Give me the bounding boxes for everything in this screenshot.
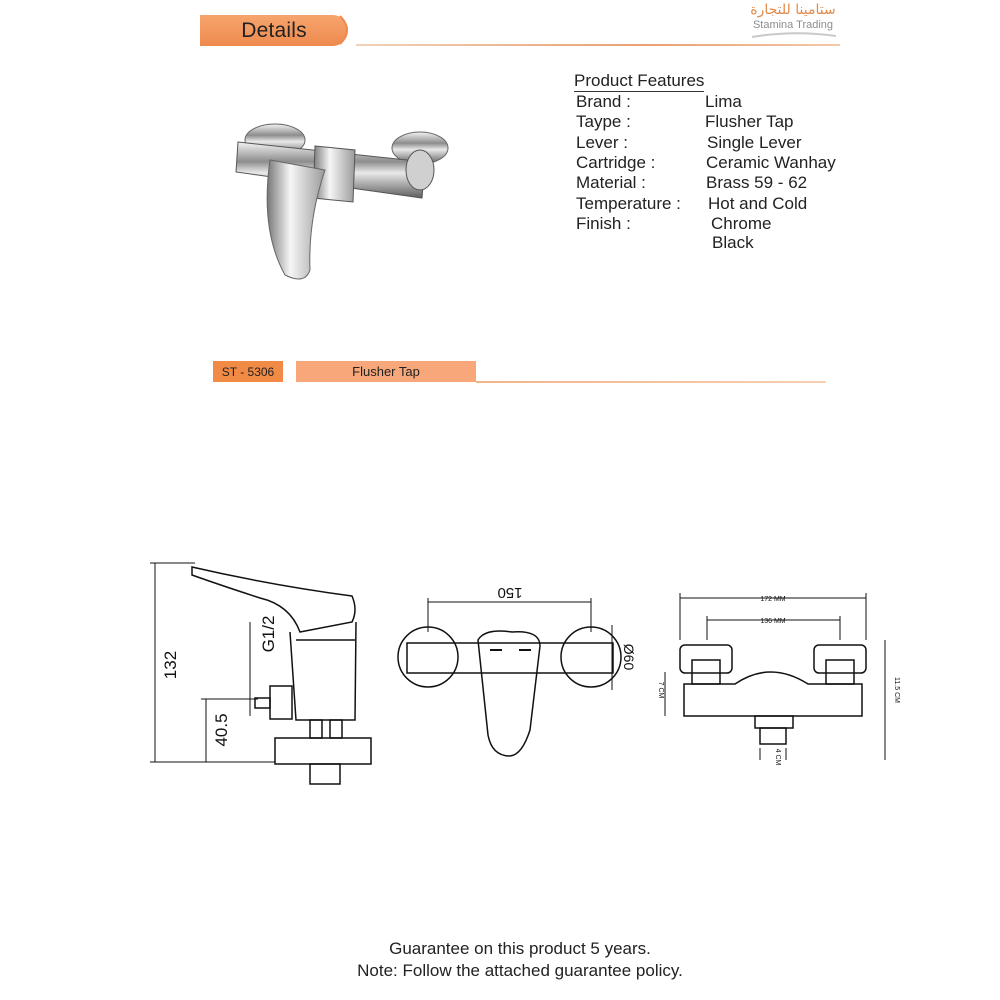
dimension-height-right: 11.5 CM (893, 677, 900, 703)
dimension-inlet: G1/2 (259, 615, 278, 653)
feature-label: Lever : (576, 133, 628, 152)
guarantee-line: Guarantee on this product 5 years. (389, 939, 651, 958)
feature-value: Black (712, 233, 754, 252)
model-code-badge: ST - 5306 (213, 361, 283, 382)
feature-value: Lima (705, 92, 742, 111)
model-name-badge: Flusher Tap (296, 361, 476, 382)
feature-value: Single Lever (707, 133, 802, 152)
feature-label: Material : (576, 173, 646, 192)
features-title: Product Features (574, 71, 705, 90)
dimension-diameter: Ø60 (621, 643, 637, 671)
details-label: Details (241, 18, 307, 42)
feature-label: Finish : (576, 214, 631, 233)
dimension-outlet: 4 CM (774, 748, 781, 766)
feature-value: Hot and Cold (708, 194, 808, 213)
dimension-offset: 40.5 (212, 713, 231, 747)
footer-note (0, 938, 1000, 982)
feature-label: Cartridge : (576, 153, 656, 172)
dimension-height-left: 7 CM (657, 681, 664, 699)
feature-value: Brass 59 - 62 (706, 173, 808, 192)
feature-label: Brand : (576, 92, 631, 111)
dimension-width: 150 (497, 584, 523, 601)
feature-value: Ceramic Wanhay (706, 153, 836, 172)
policy-line: Note: Follow the attached guarantee policy. (357, 961, 683, 980)
feature-label: Taype : (576, 112, 631, 131)
feature-value: Flusher Tap (705, 112, 794, 131)
side-view-drawing (150, 563, 371, 784)
top-view-drawing (657, 593, 900, 766)
feature-value: Chrome (711, 214, 772, 233)
feature-label: Temperature : (576, 194, 681, 213)
dimension-inner-width: 136 MM (760, 618, 786, 625)
front-view-drawing (398, 584, 637, 756)
dimension-outer-width: 172 MM (760, 596, 786, 603)
dimension-height: 132 (161, 650, 180, 680)
logo-english: Stamina Trading (752, 19, 834, 31)
logo-arabic: ستامينا للتجارة (750, 2, 836, 18)
